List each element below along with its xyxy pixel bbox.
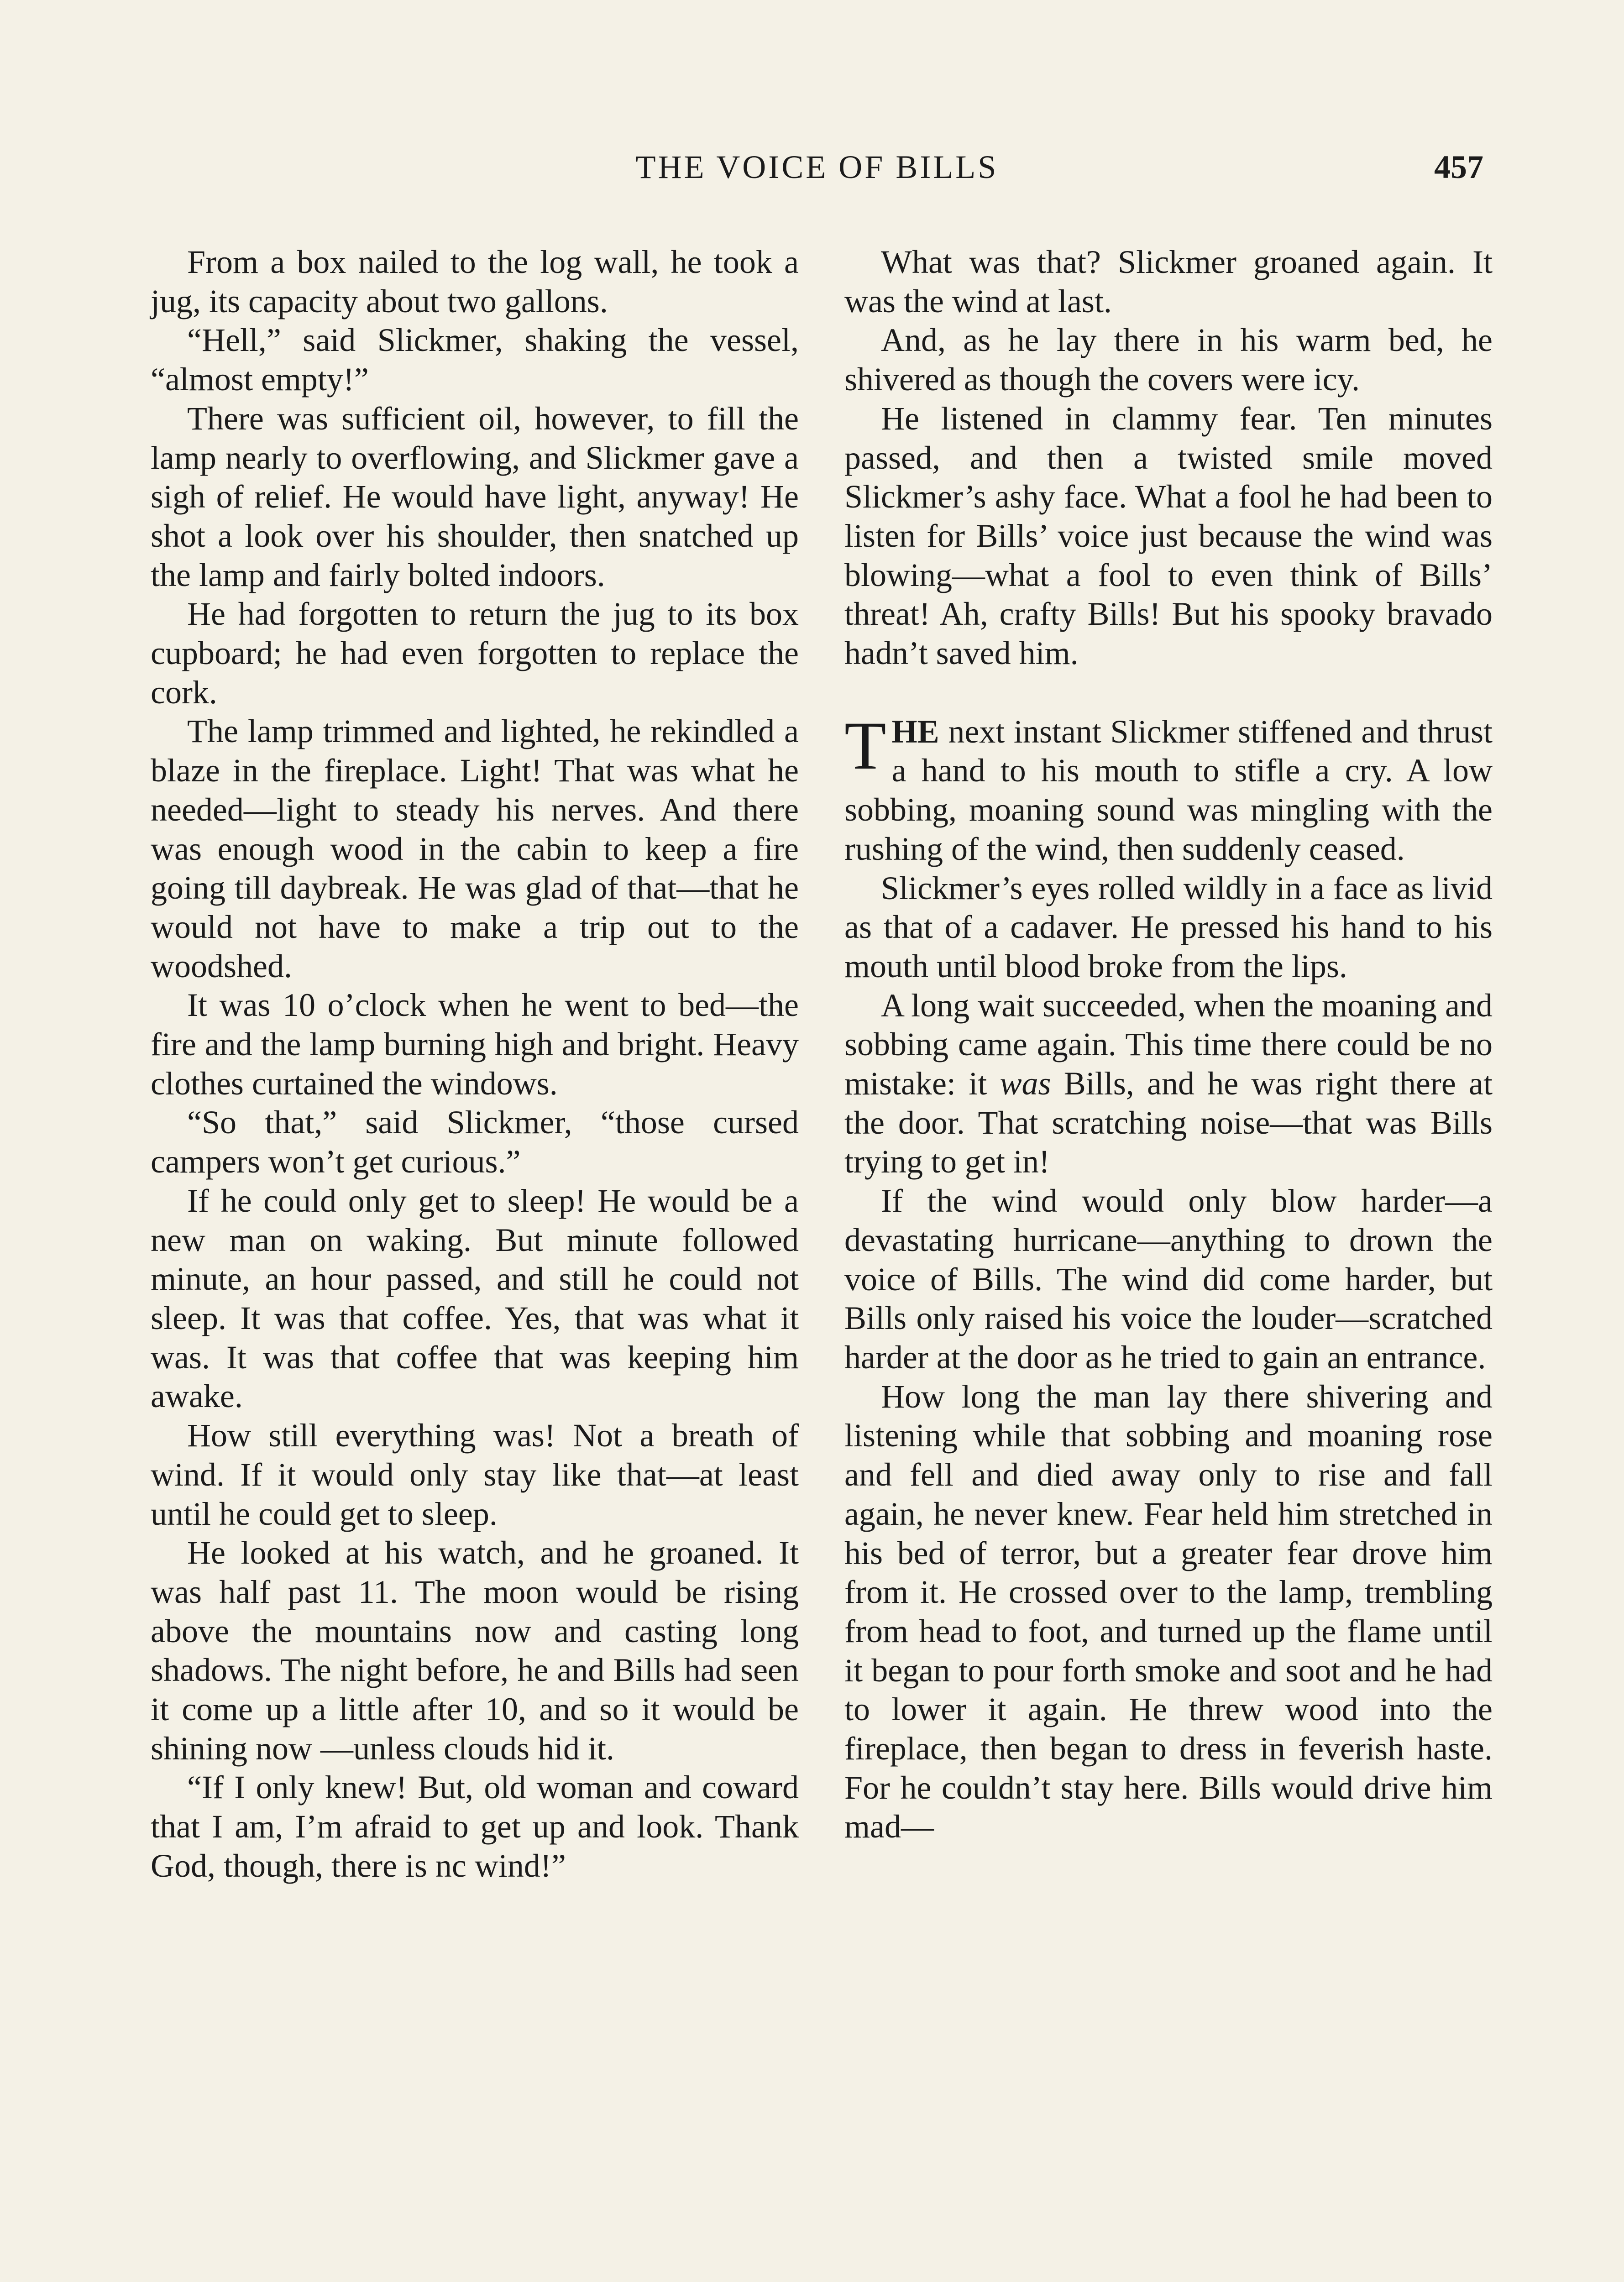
paragraph-text: A long wait succeeded, when the moaning and sobbing came again. This time there could be no mistake: it [844,987,1493,1102]
paragraph: “So that,” said Slickmer, “those cursed campers won’t get curious.” [151,1104,799,1180]
paragraph: If the wind would only blow harder—a devastating hurricane—anything to drown the voice of Bills. The wind did come harder, but Bills only raised his voice the louder—scratched harder at the door as he tried to gain an entrance. [844,1183,1493,1376]
page-number: 457 [1434,149,1483,185]
paragraph: He looked at his watch, and he groaned. It was half past 11. The moon would be rising above the mountains now and casting long shadows. The night before, he and Bills had seen it come up a little after 10, and so it would be shining now —unless clouds hid it. [151,1534,799,1767]
running-head [151,148,1483,199]
paragraph: And, as he lay there in his warm bed, he shivered as though the covers were icy. [844,322,1493,398]
paragraph: “Hell,” said Slickmer, shaking the vessel, “almost empty!” [151,322,799,398]
paragraph: From a box nailed to the log wall, he took a jug, its capacity about two gallons. [151,244,799,319]
paragraph [844,986,1493,1182]
paragraph: How still everything was! Not a breath of wind. If it would only stay like that—at least until he could get to sleep. [151,1417,799,1532]
paragraph: What was that? Slickmer groaned again. It was the wind at last. [844,244,1493,319]
paragraph: If he could only get to sleep! He would be a new man on waking. But minute followed minute, an hour passed, and still he could not sleep. It was that coffee. Yes, that was what it was. It was that coffee that was keeping him awake. [151,1182,799,1415]
paragraph: Slickmer’s eyes rolled wildly in a face as livid as that of a cadaver. He pressed his hand to his mouth until blood broke from the lips. [844,869,1493,984]
left-column [151,243,799,1886]
paragraph: The lamp trimmed and lighted, he rekindled a blaze in the fireplace. Light! That was what he needed—light to steady his nerves. And there was enough wood in the cabin to keep a fire going till daybreak. He was glad of that—that he would not have to make a trip out to the woodshed. [151,713,799,984]
paragraph: It was 10 o’clock when he went to bed—the fire and the lamp burning high and bright. Heavy clothes curtained the windows. [151,987,799,1102]
paragraph-text: next instant Slickmer stiffened and thrust a hand to his mouth to stifle a cry. A low sobbing, moaning sound was mingling with the rushing of the wind, then suddenly ceased. [844,713,1493,867]
paragraph: He had forgotten to return the jug to its box cupboard; he had even forgotten to replace the cork. [151,596,799,711]
paragraph: How long the man lay there shivering and listening while that sobbing and moaning rose and fell and died away only to rise and fall again, he never knew. Fear held him stretched in his bed of terror, but a greater fear drove him from it. He crossed over to the lamp, trembling from head to foot, and turned up the flame until it began to pour forth smoke and soot and he had to lower it again. He threw wood into the fireplace, then began to dress in feverish haste. For he couldn’t stay here. Bills would drive him mad— [844,1378,1493,1845]
section-break [844,673,1493,712]
paragraph: He listened in clammy fear. Ten minutes passed, and then a twisted smile moved Slickmer’s ashy face. What a fool he had been to listen for Bills’ voice just because the wind was blowing—what a fool to even think of Bills’ threat! Ah, crafty Bills! But his spooky bravado hadn’t saved him. [844,400,1493,672]
emphasis: was [1000,1065,1051,1102]
drop-cap: T [844,707,886,784]
paragraph-text: Bills, and he was right there at the door. That scratching noise—that was Bills trying to get in! [844,1065,1493,1180]
right-column [844,243,1493,1847]
section-opening-paragraph [844,707,1493,869]
running-title: THE VOICE OF BILLS [635,149,999,185]
paragraph: There was sufficient oil, however, to fill the lamp nearly to overflowing, and Slickmer gave a sigh of relief. He would have light, anyway! He shot a look over his shoulder, then snatched up the lamp and fairly bolted indoors. [151,400,799,593]
paragraph: “If I only knew! But, old woman and coward that I am, I’m afraid to get up and look. Thank God, though, there is nc wind!” [151,1769,799,1884]
small-caps-lead: HE [891,713,939,750]
